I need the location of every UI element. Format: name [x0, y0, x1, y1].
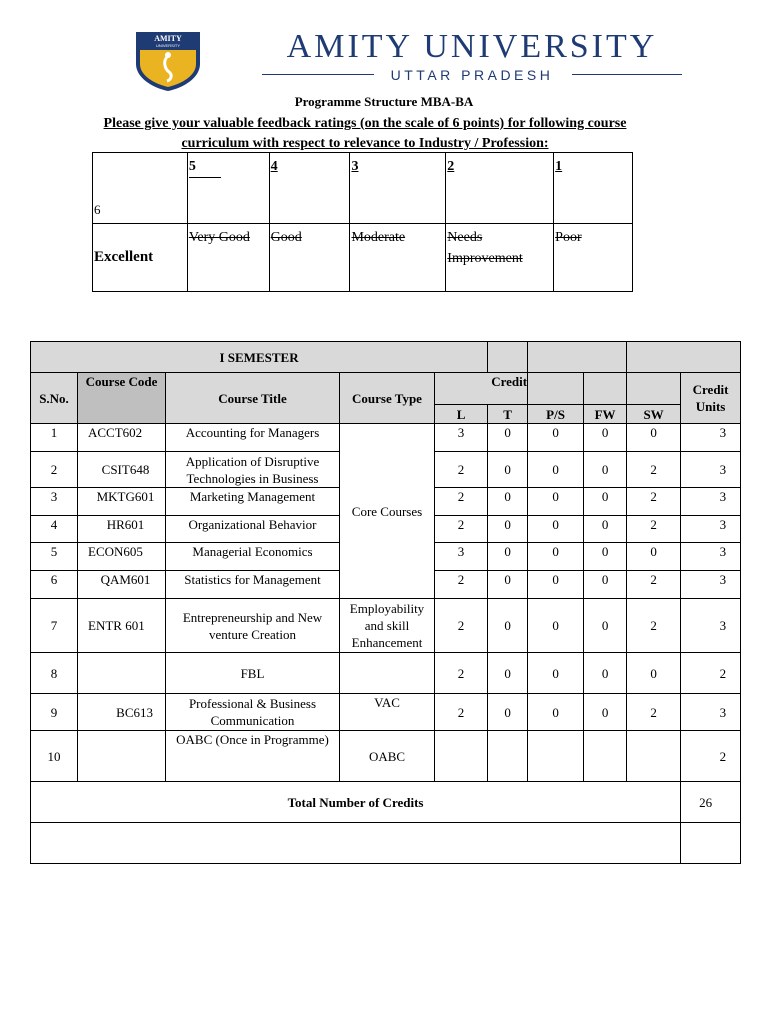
- cell-credit-units: 3: [681, 571, 741, 599]
- cell-sno: 4: [31, 516, 78, 543]
- cell-fw: 0: [584, 653, 627, 694]
- programme-title: Programme Structure MBA-BA: [294, 94, 474, 109]
- wordmark-rule-right: [572, 74, 682, 75]
- university-name: AMITY UNIVERSITY: [286, 28, 658, 65]
- cell-l: 2: [435, 599, 488, 653]
- cell-course-code: ECON605: [78, 543, 166, 571]
- cell-t: 0: [488, 452, 528, 488]
- cell-course-title: OABC (Once in Programme): [166, 731, 340, 782]
- cell-l: [435, 731, 488, 782]
- rating-label-excellent: Excellent: [93, 224, 188, 292]
- table-row: [31, 653, 741, 694]
- cell-t: 0: [488, 424, 528, 452]
- header-blank-cell: [528, 342, 627, 373]
- university-shield-logo: [133, 30, 203, 92]
- rating-score-4: 4: [269, 153, 350, 224]
- rating-label-moderate: Moderate: [350, 224, 446, 292]
- cell-t: 0: [488, 653, 528, 694]
- cell-credit-units: 2: [681, 731, 741, 782]
- svg-text:AMITY: AMITY: [154, 34, 182, 43]
- rating-score-1: 1: [554, 153, 633, 224]
- cell-course-type: Employability and skill Enhancement: [340, 599, 435, 653]
- column-header-row: [31, 373, 741, 405]
- rating-score-5: [187, 153, 269, 224]
- cell-fw: 0: [584, 571, 627, 599]
- header-credit-units: Credit Units: [681, 373, 741, 424]
- cell-course-code: CSIT648: [78, 452, 166, 488]
- cell-course-title: Organizational Behavior: [166, 516, 340, 543]
- cell-sw: 2: [627, 571, 681, 599]
- cell-sw: 0: [627, 424, 681, 452]
- cell-credit-units: 3: [681, 424, 741, 452]
- total-credits-label: Total Number of Credits: [31, 782, 681, 823]
- cell-course-code: MKTG601: [78, 488, 166, 516]
- header-sno: S.No.: [31, 373, 78, 424]
- cell-credit-units: 3: [681, 694, 741, 731]
- rating-label-good: Good: [269, 224, 350, 292]
- cell-sno: 9: [31, 694, 78, 731]
- cell-course-code: ACCT602: [78, 424, 166, 452]
- empty-cell: [31, 823, 681, 864]
- rating-label-needs-improvement: Needs Improvement: [446, 224, 554, 292]
- cell-l: 2: [435, 653, 488, 694]
- cell-course-code: ENTR 601: [78, 599, 166, 653]
- cell-fw: 0: [584, 488, 627, 516]
- header-blank-cell: [528, 373, 584, 405]
- cell-ps: 0: [528, 694, 584, 731]
- cell-t: 0: [488, 516, 528, 543]
- header-blank-cell: [627, 373, 681, 405]
- semester-title-row: [31, 342, 741, 373]
- cell-credit-units: 3: [681, 452, 741, 488]
- cell-course-title: FBL: [166, 653, 340, 694]
- university-location: UTTAR PRADESH: [390, 67, 554, 83]
- cell-sw: 2: [627, 452, 681, 488]
- cell-course-title: Statistics for Management: [166, 571, 340, 599]
- cell-t: 0: [488, 571, 528, 599]
- cell-fw: 0: [584, 543, 627, 571]
- cell-ps: 0: [528, 452, 584, 488]
- cell-credit-units: 2: [681, 653, 741, 694]
- cell-fw: 0: [584, 694, 627, 731]
- cell-sno: 10: [31, 731, 78, 782]
- cell-ps: 0: [528, 424, 584, 452]
- cell-course-title: Marketing Management: [166, 488, 340, 516]
- cell-t: 0: [488, 694, 528, 731]
- cell-sno: 6: [31, 571, 78, 599]
- cell-fw: 0: [584, 516, 627, 543]
- cell-credit-units: 3: [681, 599, 741, 653]
- header-course-code: Course Code: [78, 373, 166, 424]
- header-course-type: Course Type: [340, 373, 435, 424]
- feedback-instruction: Please give your valuable feedback ratings (on the scale of 6 points) for following course curriculum with respect to relevance to Industry / Profession:: [103, 116, 627, 151]
- rating-score-2: 2: [446, 153, 554, 224]
- cell-course-type-core: Core Courses: [340, 424, 435, 599]
- cell-sw: 2: [627, 516, 681, 543]
- cell-sw: 2: [627, 599, 681, 653]
- cell-ps: 0: [528, 516, 584, 543]
- cell-t: [488, 731, 528, 782]
- cell-course-type: OABC: [340, 731, 435, 782]
- cell-l: 2: [435, 571, 488, 599]
- cell-course-title: Application of Disruptive Technologies in Business: [166, 452, 340, 488]
- empty-cell: [681, 823, 741, 864]
- cell-sw: 2: [627, 488, 681, 516]
- cell-course-code: [78, 731, 166, 782]
- cell-course-title: Entrepreneurship and New venture Creation: [166, 599, 340, 653]
- table-row: [31, 424, 741, 452]
- cell-sno: 8: [31, 653, 78, 694]
- cell-l: 2: [435, 516, 488, 543]
- cell-l: 2: [435, 694, 488, 731]
- cell-ps: 0: [528, 653, 584, 694]
- header-course-title: Course Title: [166, 373, 340, 424]
- header-ps: P/S: [528, 405, 584, 424]
- header-credit: Credit: [435, 373, 528, 405]
- cell-l: 2: [435, 452, 488, 488]
- cell-course-type: VAC: [340, 694, 435, 731]
- header-t: T: [488, 405, 528, 424]
- cell-credit-units: 3: [681, 516, 741, 543]
- header-sw: SW: [627, 405, 681, 424]
- cell-fw: 0: [584, 599, 627, 653]
- cell-sw: 2: [627, 694, 681, 731]
- table-row: [31, 599, 741, 653]
- cell-sno: 1: [31, 424, 78, 452]
- cell-sw: [627, 731, 681, 782]
- cell-course-code: [78, 653, 166, 694]
- cell-l: 3: [435, 424, 488, 452]
- cell-sw: 0: [627, 653, 681, 694]
- cell-course-title: Accounting for Managers: [166, 424, 340, 452]
- cell-l: 2: [435, 488, 488, 516]
- cell-sno: 2: [31, 452, 78, 488]
- cell-ps: 0: [528, 543, 584, 571]
- cell-fw: [584, 731, 627, 782]
- university-wordmark: [262, 30, 682, 82]
- header-blank-cell: [627, 342, 741, 373]
- cell-ps: [528, 731, 584, 782]
- cell-sno: 7: [31, 599, 78, 653]
- semester-course-table: [30, 341, 741, 864]
- total-credits-value: 26: [681, 782, 741, 823]
- rating-score-6: 6: [93, 153, 188, 224]
- table-row: [31, 694, 741, 731]
- empty-row: [31, 823, 741, 864]
- rating-label-very-good: Very Good: [187, 224, 269, 292]
- header-l: L: [435, 405, 488, 424]
- rating-scale-table: [92, 152, 633, 292]
- cell-course-code: BC613: [78, 694, 166, 731]
- cell-ps: 0: [528, 488, 584, 516]
- cell-credit-units: 3: [681, 488, 741, 516]
- cell-course-code: HR601: [78, 516, 166, 543]
- cell-fw: 0: [584, 452, 627, 488]
- cell-course-type: [340, 653, 435, 694]
- cell-fw: 0: [584, 424, 627, 452]
- cell-credit-units: 3: [681, 543, 741, 571]
- cell-ps: 0: [528, 571, 584, 599]
- header-blank-cell: [584, 373, 627, 405]
- cell-l: 3: [435, 543, 488, 571]
- header-blank-cell: [488, 342, 528, 373]
- cell-course-code: QAM601: [78, 571, 166, 599]
- rating-score-3: 3: [350, 153, 446, 224]
- cell-t: 0: [488, 488, 528, 516]
- rating-score-5-text: 5: [189, 156, 221, 178]
- total-credits-row: [31, 782, 741, 823]
- svg-text:UNIVERSITY: UNIVERSITY: [155, 43, 181, 48]
- semester-title: I SEMESTER: [31, 342, 488, 373]
- cell-t: 0: [488, 543, 528, 571]
- cell-course-title: Professional & Business Communication: [166, 694, 340, 731]
- cell-course-title: Managerial Economics: [166, 543, 340, 571]
- cell-sno: 3: [31, 488, 78, 516]
- header-fw: FW: [584, 405, 627, 424]
- table-row: [31, 731, 741, 782]
- cell-sw: 0: [627, 543, 681, 571]
- cell-ps: 0: [528, 599, 584, 653]
- rating-label-poor: Poor: [554, 224, 633, 292]
- cell-sno: 5: [31, 543, 78, 571]
- cell-t: 0: [488, 599, 528, 653]
